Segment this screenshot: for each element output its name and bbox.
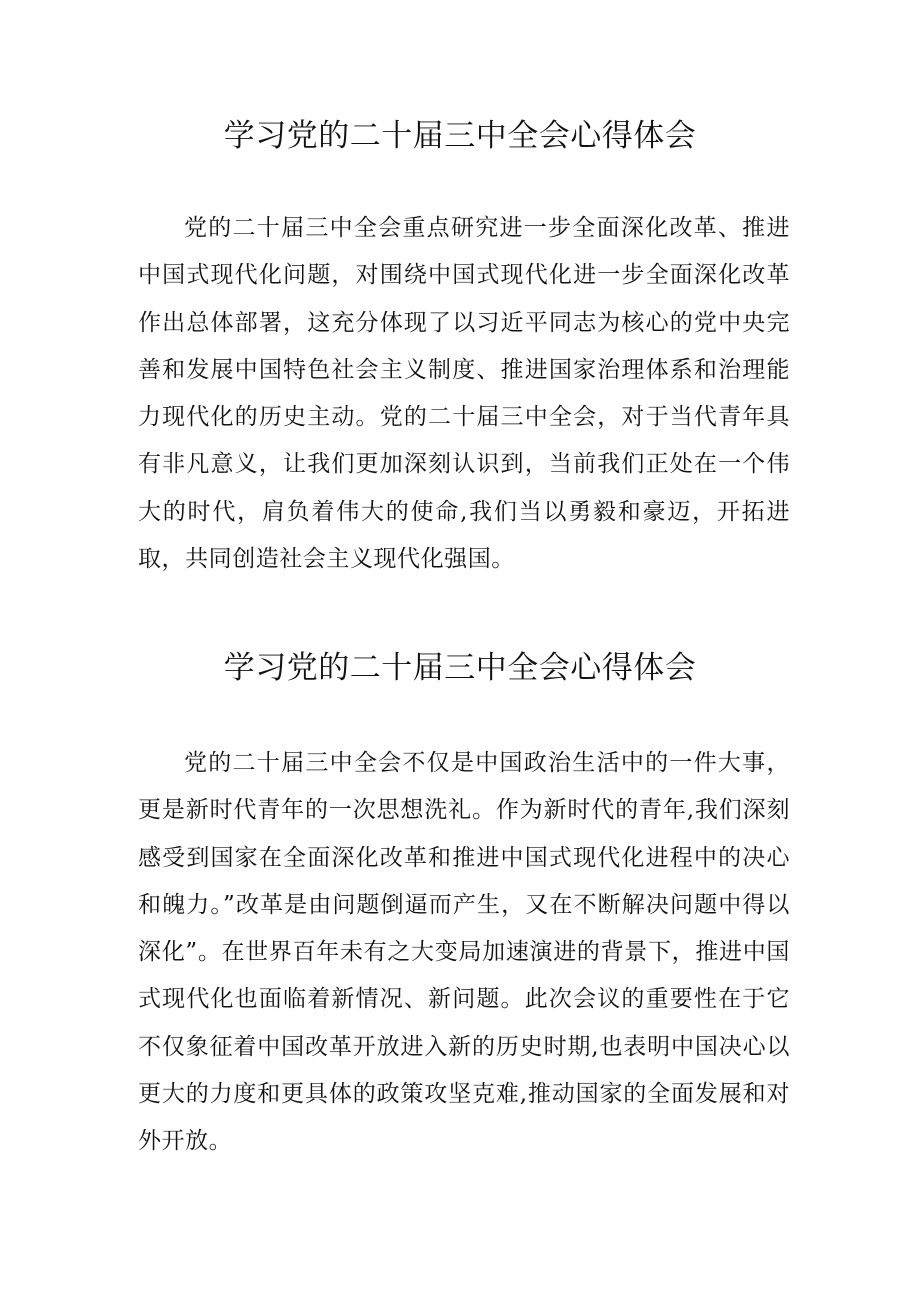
section-2-body: 党的二十届三中全会不仅是中国政治生活中的一件大事，更是新时代青年的一次思想洗礼。作为新时代的青年,我们深刻感受到国家在全面深化改革和推进中国式现代化进程中的决心和魄力。”改革是由问题倒逼而产生，又在不断解决问题中得以深化”。在世界百年未有之大变局加速演进的背景下，推进中国式现代化也面临着新情况、新问题。此次会议的重要性在于它不仅象征着中国改革开放进入新的历史时期,也表明中国决心以更大的力度和更具体的政策攻坚克难,推动国家的全面发展和对外开放。 <box>138 750 790 1155</box>
section-2-title: 学习党的二十届三中全会心得体会 <box>223 650 697 686</box>
section-1-body: 党的二十届三中全会重点研究进一步全面深化改革、推进中国式现代化问题，对围绕中国式现代化进一步全面深化改革作出总体部署，这充分体现了以习近平同志为核心的党中央完善和发展中国特色社会主义制度、推进国家治理体系和治理能力现代化的历史主动。党的二十届三中全会，对于当代青年具有非凡意义，让我们更加深刻认识到，当前我们正处在一个伟大的时代，肩负着伟大的使命,我们当以勇毅和豪迈，开拓进取，共同创造社会主义现代化强国。 <box>138 215 790 573</box>
section-1-title: 学习党的二十届三中全会心得体会 <box>223 118 697 154</box>
